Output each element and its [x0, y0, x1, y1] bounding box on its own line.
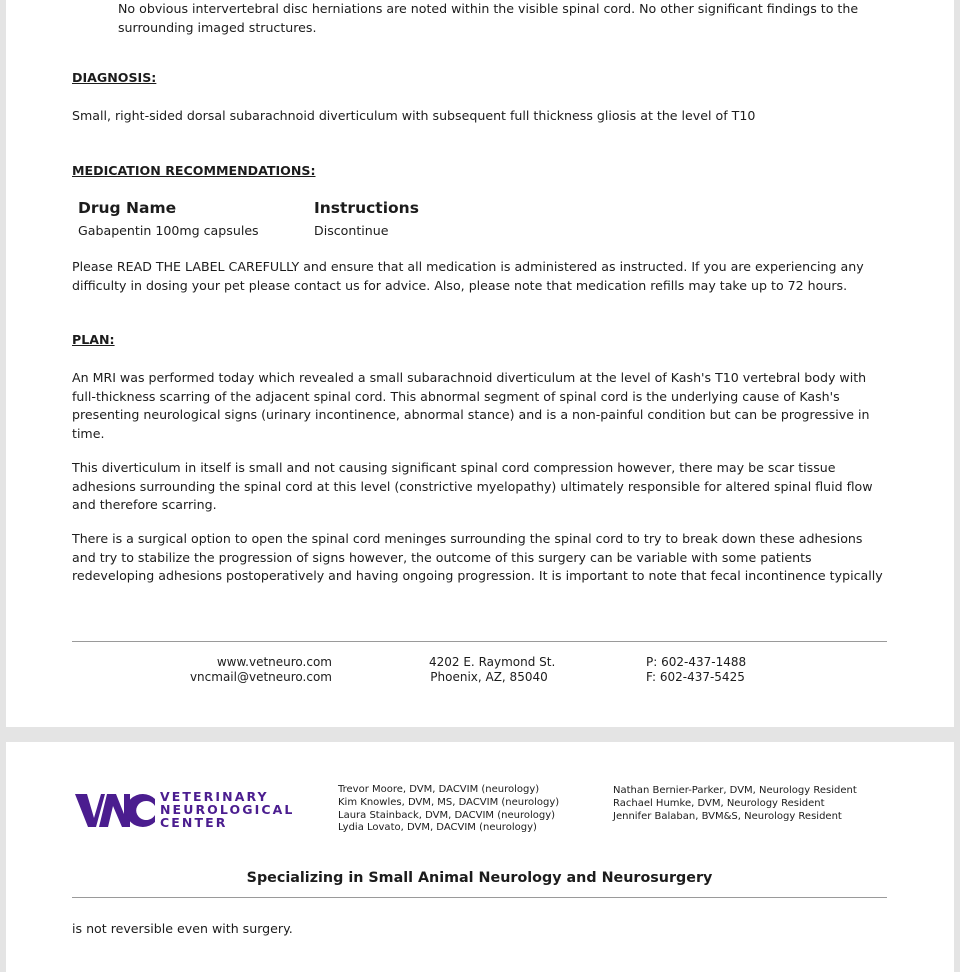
- website-link[interactable]: www.vetneuro.com: [216, 655, 332, 669]
- fax-number: F: 602-437-5425: [646, 670, 745, 684]
- city-address: Phoenix, AZ, 85040: [430, 670, 548, 684]
- footer-divider: [72, 641, 887, 642]
- medication-heading: MEDICATION RECOMMENDATIONS:: [72, 163, 316, 178]
- tagline: Specializing in Small Animal Neurology and Neurosurgery: [246, 870, 713, 886]
- text-line: There is a surgical option to open the spinal cord meninges surrounding the spinal cord to try to break down these adhesions: [72, 531, 863, 546]
- staff-name: Nathan Bernier-Parker, DVM, Neurology Resident: [613, 785, 857, 796]
- plan-paragraph-3: [72, 530, 902, 586]
- staff-name: Trevor Moore, DVM, DACVIM (neurology): [338, 784, 540, 795]
- findings-continuation: [118, 0, 918, 37]
- plan-paragraph-1: [72, 369, 902, 443]
- text-line: redeveloping adhesions postoperatively and having ongoing progression. It is important to note that fecal incontinence typically: [72, 568, 883, 583]
- continuation-text: is not reversible even with surgery.: [72, 921, 293, 936]
- phone-number: P: 602-437-1488: [646, 655, 747, 669]
- text-line: full-thickness scarring of the adjacent spinal cord. This abnormal segment of spinal cord is the underlying cause of Kash's: [72, 388, 840, 404]
- staff-name: Kim Knowles, DVM, MS, DACVIM (neurology): [338, 796, 560, 808]
- table-cell-drug: Gabapentin 100mg capsules: [78, 223, 259, 238]
- vnc-logo: [75, 790, 295, 834]
- report-page-2: [6, 742, 954, 972]
- text-line: difficulty in dosing your pet please contact us for advice. Also, please note that medication refills may take up to 72 hours.: [72, 277, 848, 293]
- staff-name: Jennifer Balaban, BVM&S, Neurology Resident: [613, 810, 842, 822]
- footer-phone: [646, 655, 746, 685]
- diagnosis-text: Small, right-sided dorsal subarachnoid diverticulum with subsequent full thickness gliosis at the level of T10: [72, 108, 756, 123]
- diagnosis-heading: DIAGNOSIS:: [72, 70, 157, 85]
- staff-name: Lydia Lovato, DVM, DACVIM (neurology): [338, 822, 537, 834]
- text-line: presenting neurological signs (urinary incontinence, abnormal stance) and is a non-painful condition but can be progressive in: [72, 407, 870, 422]
- email-link[interactable]: vncmail@vetneuro.com: [189, 670, 332, 684]
- street-address: 4202 E. Raymond St.: [429, 655, 556, 669]
- vnc-logo-icon: [75, 790, 157, 830]
- logo-line: NEUROLOGICAL: [160, 802, 295, 818]
- text-line: and therefore scarring.: [72, 497, 217, 512]
- table-cell-instructions: Discontinue: [314, 223, 389, 238]
- medication-note: [72, 258, 902, 295]
- footer-web-contact: [190, 655, 332, 685]
- text-line: surrounding imaged structures.: [118, 19, 317, 35]
- staff-name: Rachael Humke, DVM, Neurology Resident: [613, 797, 825, 809]
- staff-list-residents: [613, 785, 857, 823]
- text-line: An MRI was performed today which revealed a small subarachnoid diverticulum at the level of Kash's T10 vertebral body with: [72, 370, 867, 385]
- header-divider: [72, 897, 887, 898]
- text-line: and try to stabilize the progression of signs however, the outcome of this surgery can be variable with some patients: [72, 549, 812, 565]
- staff-list-specialists: [338, 784, 559, 835]
- column-header-drug-name: Drug Name: [78, 199, 177, 217]
- logo-line: CENTER: [160, 815, 228, 831]
- text-line: No obvious intervertebral disc herniations are noted within the visible spinal cord. No other significant findings to the: [118, 1, 859, 16]
- report-page-1: [6, 0, 954, 727]
- plan-paragraph-2: [72, 459, 902, 515]
- text-line: time.: [72, 425, 105, 441]
- text-line: Please READ THE LABEL CAREFULLY and ensure that all medication is administered as instructed. If you are experiencing any: [72, 259, 864, 274]
- text-line: adhesions surrounding the spinal cord at this level (constrictive myelopathy) ultimately responsible for altered spinal fluid flow: [72, 478, 873, 494]
- text-line: This diverticulum in itself is small and not causing significant spinal cord compression however, there may be scar tissue: [72, 460, 836, 475]
- plan-heading: PLAN:: [72, 332, 115, 347]
- footer-address: [429, 655, 556, 685]
- logo-wordmark: [160, 790, 294, 830]
- logo-line: VETERINARY: [160, 789, 269, 804]
- staff-name: Laura Stainback, DVM, DACVIM (neurology): [338, 809, 556, 821]
- column-header-instructions: Instructions: [314, 199, 419, 217]
